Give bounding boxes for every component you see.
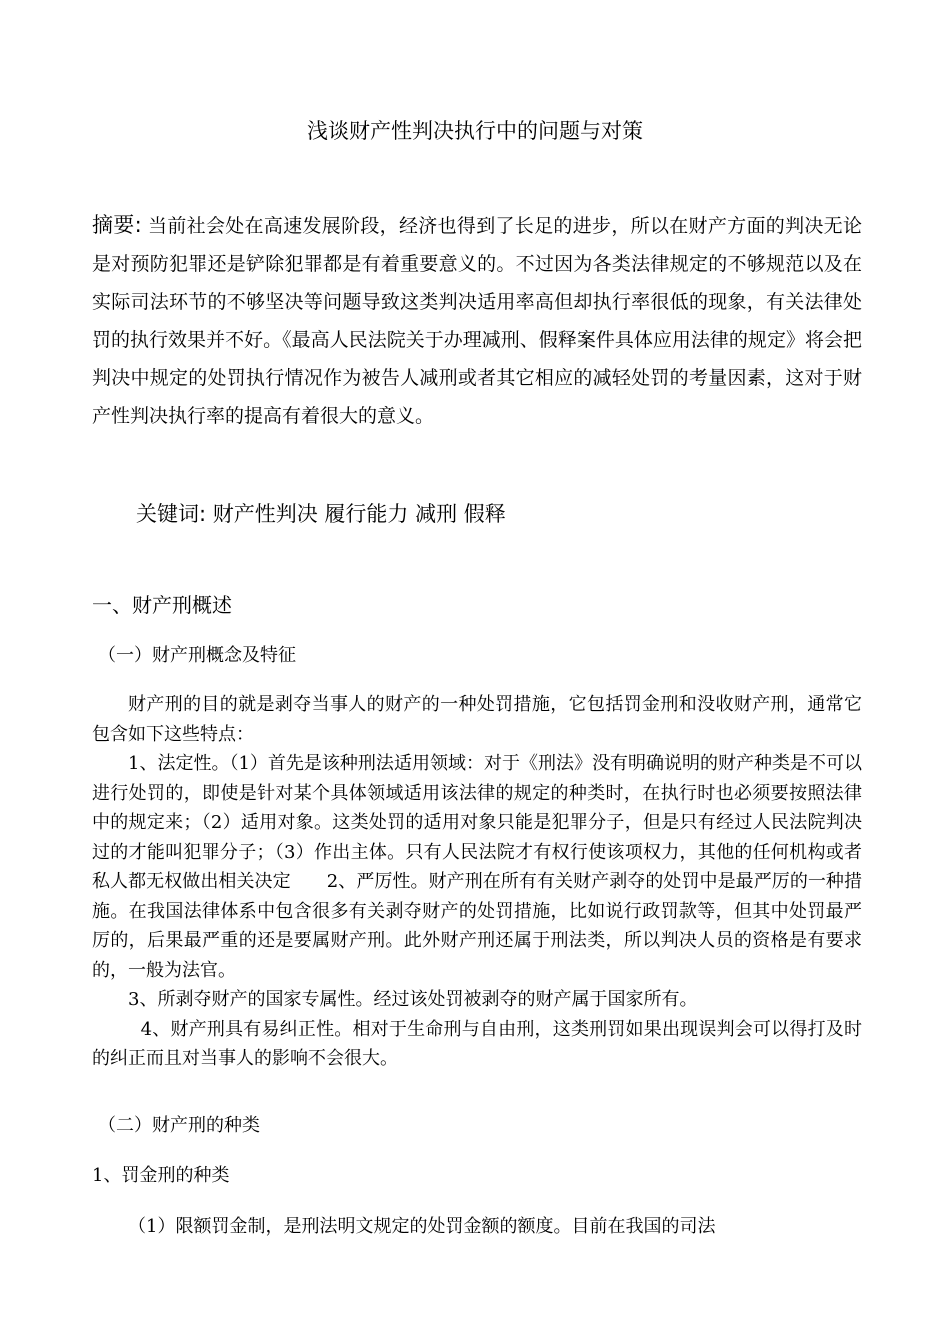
section-body bbox=[92, 1212, 862, 1242]
abstract-label: 摘要: bbox=[92, 213, 142, 237]
abstract-text: 当前社会处在高速发展阶段，经济也得到了长足的进步，所以在财产方面的判决无论是对预防犯罪还是铲除犯罪都是有着重要意义的。不过因为各类法律规定的不够规范以及在实际司法环节的不够坚决等问题导致这类判决适用率高但却执行率很低的现象，有关法律处罚的执行效果并不好。《最高人民法院关于办理减刑、假释案件具体应用法律的规定》将会把判决中规定的处罚执行情况作为被告人减刑或者其它相应的减轻处罚的考量因素，这对于财产性判决执行率的提高有着很大的意义。 bbox=[92, 215, 862, 427]
paragraph: （1）限额罚金制，是刑法明文规定的处罚金额的额度。目前在我国的司法 bbox=[128, 1216, 716, 1237]
subsection-heading: （二）财产刑的种类 bbox=[98, 1115, 260, 1136]
keywords: 关键词: 财产性判决 履行能力 减刑 假释 bbox=[136, 502, 506, 526]
paragraph: 3、所剥夺财产的国家专属性。经过该处罚被剥夺的财产属于国家所有。 bbox=[128, 989, 698, 1010]
paragraph: 1、法定性。（1）首先是该种刑法适用领域：对于《刑法》没有明确说明的财产种类是不可以进行处罚的，即使是针对某个具体领域适用该法律的规定的种类时，在执行时也必须要按照法律中的规定来；（2）适用对象。这类处罚的适用对象只能是犯罪分子，但是只有经过人民法院判决过的才能叫犯罪分子；（3）作出主体。只有人民法院才有权行使该项权力，其他的任何机构或者私人都无权做出相关决定 2、严厉性。财产刑在所有有关财产剥夺的处罚中是最严厉的一种措施。在我国法律体系中包含很多有关剥夺财产的处罚措施，比如说行政罚款等，但其中处罚最严厉的，后果最严重的还是要属财产刑。此外财产刑还属于刑法类，所以判决人员的资格是有要求的，一般为法官。 bbox=[92, 753, 862, 981]
paragraph: 财产刑的目的就是剥夺当事人的财产的一种处罚措施，它包括罚金刑和没收财产刑，通常它包含如下这些特点： bbox=[92, 694, 862, 745]
abstract bbox=[92, 206, 862, 435]
subsection-heading: （一）财产刑概念及特征 bbox=[98, 645, 296, 666]
section-heading: 一、财产刑概述 bbox=[92, 593, 232, 617]
paragraph: 4、财产刑具有易纠正性。相对于生命刑与自由刑，这类刑罚如果出现误判会可以得打及时的纠正而且对当事人的影响不会很大。 bbox=[92, 1018, 862, 1069]
document-title: 浅谈财产性判决执行中的问题与对策 bbox=[307, 119, 643, 143]
section-body bbox=[92, 690, 862, 1074]
item-heading: 1、罚金刑的种类 bbox=[92, 1165, 230, 1186]
